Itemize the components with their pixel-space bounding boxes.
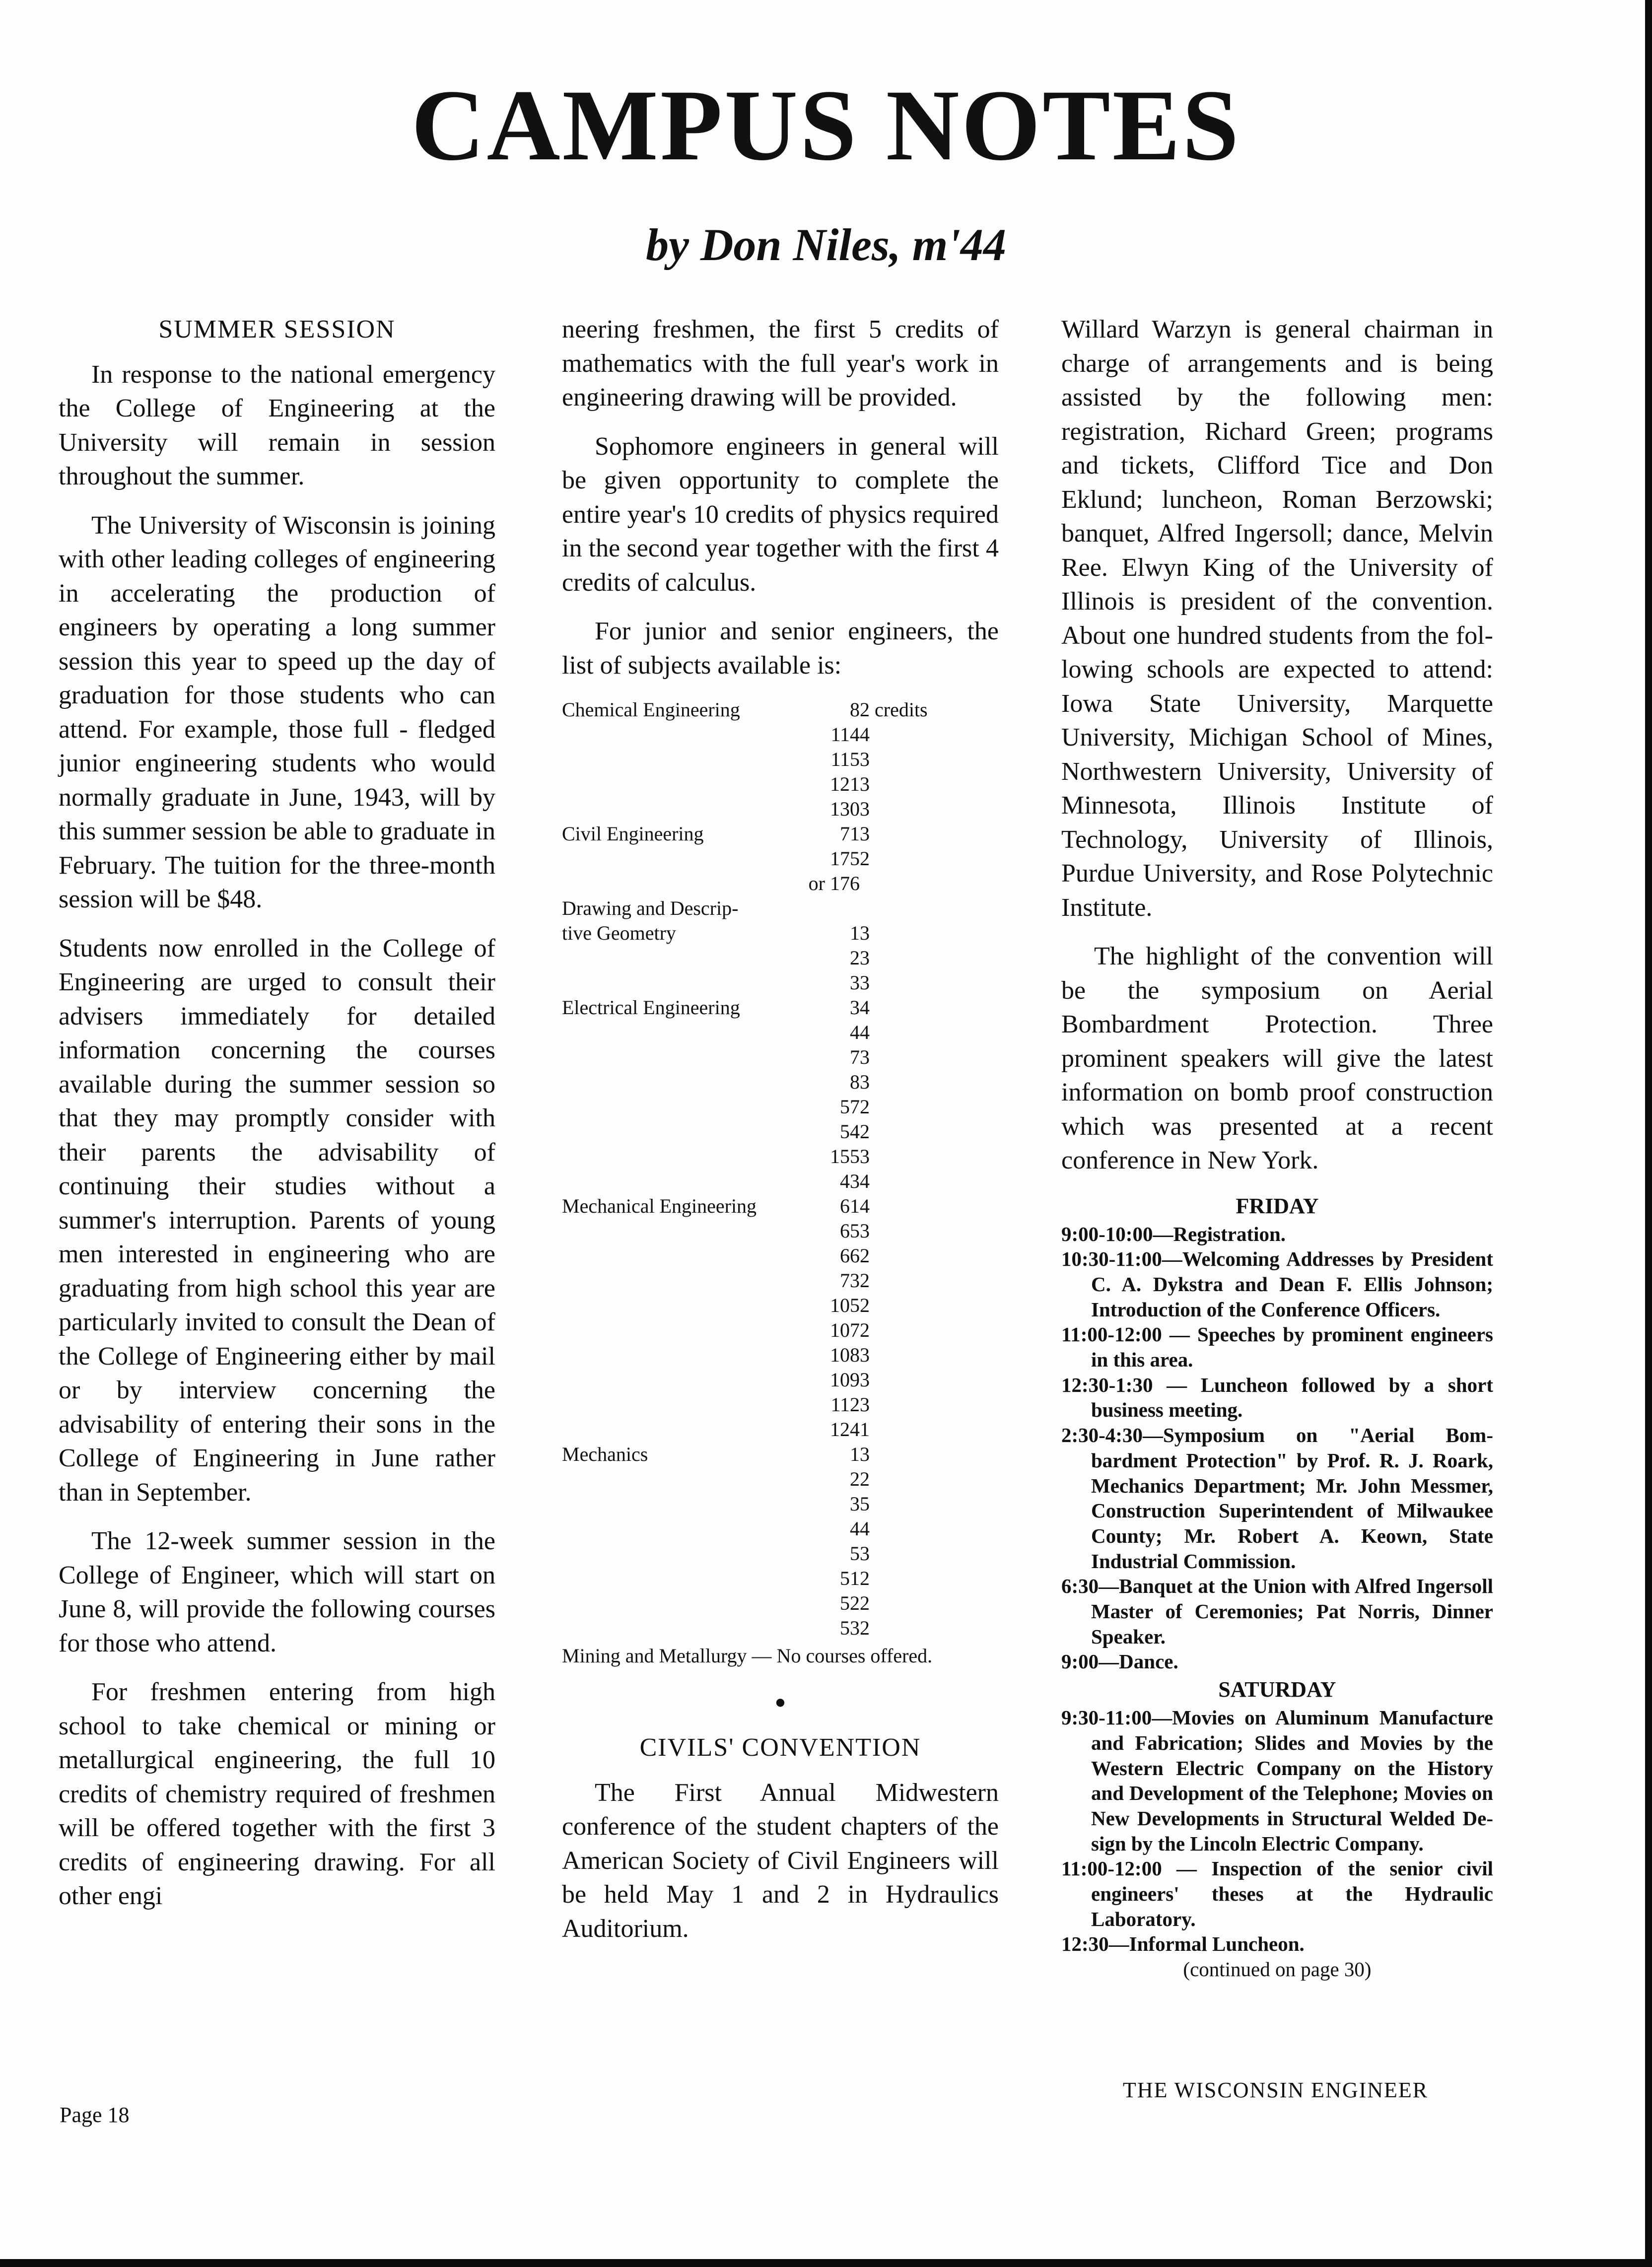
course-number: or 176 (808, 872, 860, 894)
course-department (562, 747, 805, 772)
course-row (562, 1492, 999, 1516)
course-credits: 3 (860, 947, 870, 969)
course-department (562, 1020, 805, 1045)
course-row (562, 1293, 999, 1318)
course-row (562, 1268, 999, 1293)
page-edge-right (1645, 0, 1652, 2267)
course-number: 5 (850, 1542, 860, 1565)
paragraph: The 12-week summer session in the College of Engineer, which will start on June 8, will provide the following courses for those who attend. (59, 1527, 495, 1657)
course-number: 53 (840, 1617, 860, 1639)
course-number: 107 (830, 1319, 860, 1341)
paragraph: Willard Warzyn is general chairman in charge of arrangements and is being assisted by the following men: registration, Richard Green; programs and tickets, Clifford Tice and Don Eklund; luncheon, Roman Berzowski; banquet, Alfred Ingersoll; dance, Melvin Ree. Elwyn King of the University of Illinois is president of the convention. About one hundred students from the following schools are expected to attend: Iowa State University, Marquette University, Michigan School of Mines, Northwestern University, University of Minnesota, Illinois Institute of Technology, University of Illinois, Purdue University, and Rose Polytechnic Institute. (1061, 315, 1493, 922)
course-number: 2 (850, 1468, 860, 1490)
course-department (562, 1243, 805, 1268)
course-department (562, 1119, 805, 1144)
course-department (562, 1070, 805, 1095)
course-credits: 3 (860, 1344, 870, 1366)
course-number: 51 (840, 1567, 860, 1589)
course-department (562, 1541, 805, 1566)
paragraph: neering freshmen, the first 5 credits of mathematics with the full year's work in engineering drawing will be provided. (562, 315, 999, 412)
course-row (562, 1516, 999, 1541)
course-credits: 3 (860, 748, 870, 770)
schedule-entry: 12:30—Informal Luncheon. (1061, 1932, 1305, 1956)
course-credits: 3 (860, 1369, 870, 1391)
course-row (562, 896, 999, 921)
course-department (562, 1095, 805, 1119)
course-credits: 4 (860, 1517, 870, 1540)
course-number: 4 (850, 1517, 860, 1540)
course-department (562, 1492, 805, 1516)
course-credits (860, 871, 999, 896)
course-department: Civil Engineering (562, 823, 704, 845)
course-row (562, 797, 999, 822)
course-number: 3 (850, 971, 860, 994)
section-bullet: ● (774, 1692, 786, 1713)
courses-table-body (562, 697, 999, 1641)
publication-name: THE WISCONSIN ENGINEER (1123, 2078, 1429, 2102)
course-row (562, 921, 999, 946)
course-row (562, 1020, 999, 1045)
course-credits: 2 credits (860, 698, 928, 721)
course-row (562, 1368, 999, 1392)
course-department (562, 846, 805, 871)
paragraph: Sophomore engineers in general will be given opportunity to complete the entire year's 10 credits of physics required in the second year together with the first 4 credits of calculus. (562, 432, 999, 597)
civils-convention-heading: CIVILS' CONVENTION (639, 1733, 921, 1762)
course-department (562, 722, 805, 747)
course-row (562, 1169, 999, 1194)
column-3 (1061, 313, 1493, 1982)
paragraph: The First Annual Midwestern conference of the student chapters of the American Society of Civil Engineers will be held May 1 and 2 in Hydraulics Auditorium. (562, 1778, 999, 1943)
course-department (562, 1045, 805, 1070)
page-title: CAMPUS NOTES (411, 69, 1241, 182)
course-department: Mechanics (562, 1443, 648, 1465)
course-number: 112 (830, 1393, 860, 1416)
course-number: 57 (840, 1096, 860, 1118)
course-department (562, 1417, 805, 1442)
course-row (562, 846, 999, 871)
course-department (562, 1219, 805, 1243)
course-credits: 3 (860, 1145, 870, 1168)
course-credits: 3 (860, 773, 870, 795)
course-credits: 2 (860, 1294, 870, 1316)
saturday-schedule (1061, 1705, 1493, 1957)
course-credits: 3 (860, 971, 870, 994)
course-number (805, 896, 860, 921)
course-row (562, 1417, 999, 1442)
course-credits: 2 (860, 1468, 870, 1490)
course-credits: 3 (860, 1443, 870, 1465)
paragraph: The highlight of the convention will be the symposium on Aerial Bombardment Protection. Three prominent speakers will give the latest information on bomb proof construction which was presented at a recent conference in New York. (1061, 942, 1493, 1174)
course-number: 115 (830, 748, 860, 770)
course-row (562, 1343, 999, 1368)
course-row (562, 1045, 999, 1070)
course-row (562, 1318, 999, 1343)
course-credits: 2 (860, 1096, 870, 1118)
course-department (562, 1591, 805, 1616)
course-number: 3 (850, 1493, 860, 1515)
course-number: 52 (840, 1592, 860, 1614)
course-department (562, 1616, 805, 1641)
saturday-heading: SATURDAY (1218, 1677, 1336, 1702)
course-number: 1 (850, 1443, 860, 1465)
course-number: 175 (830, 847, 860, 870)
course-department: Chemical Engineering (562, 698, 740, 721)
course-row (562, 1144, 999, 1169)
schedule-entry: 9:30-11:00—Movies on Aluminum Manufacture and Fabrication; Slides and Movies by the Western Electric Company on the History and Development of the Telephone; Movies on New Developments in Structural Welded Design by the Lincoln Electric Company. (1061, 1706, 1493, 1855)
course-department (562, 1368, 805, 1392)
course-credits: 2 (860, 1567, 870, 1589)
course-credits: 3 (860, 1393, 870, 1416)
schedule-entry: 2:30-4:30—Symposium on "Aerial Bombardment Protection" by Prof. R. J. Roark, Mechanics Department; Mr. John Messmer, Construction Superintendent of Milwaukee County; Mr. Robert A. Keown, State Industrial Commission. (1061, 1424, 1493, 1573)
course-department (562, 1516, 805, 1541)
course-row (562, 1566, 999, 1591)
course-department (562, 1343, 805, 1368)
course-row (562, 1392, 999, 1417)
course-department (562, 1318, 805, 1343)
continued-note: (continued on page 30) (1183, 1958, 1372, 1981)
course-credits: 3 (860, 1046, 870, 1068)
course-row (562, 1194, 999, 1219)
course-number: 1 (850, 922, 860, 944)
course-row (562, 1442, 999, 1467)
course-department (562, 1566, 805, 1591)
course-row (562, 722, 999, 747)
byline: by Don Niles, m'44 (646, 219, 1006, 270)
course-number: 130 (830, 798, 860, 820)
course-row (562, 1219, 999, 1243)
page-number: Page 18 (60, 2103, 130, 2127)
course-row (562, 697, 999, 722)
course-credits: 4 (860, 1195, 870, 1217)
course-credits: 3 (860, 823, 870, 845)
paragraph: In response to the national emergency the College of Engineering at the University will remain in session throughout the summer. (59, 360, 495, 490)
course-credits: 3 (860, 798, 870, 820)
course-department (562, 1144, 805, 1169)
course-row (562, 1467, 999, 1492)
course-row (562, 946, 999, 970)
course-row (562, 1119, 999, 1144)
course-credits: 1 (860, 1418, 870, 1441)
paragraph: For junior and senior engineers, the list of subjects available is: (562, 617, 999, 680)
course-number: 43 (840, 1170, 860, 1192)
course-number: 108 (830, 1344, 860, 1366)
schedule-entry: 9:00—Dance. (1061, 1650, 1178, 1673)
friday-heading: FRIDAY (1236, 1193, 1319, 1218)
course-number: 2 (850, 947, 860, 969)
course-row (562, 1070, 999, 1095)
course-number: 8 (850, 698, 860, 721)
course-credits: 2 (860, 1319, 870, 1341)
course-number: 66 (840, 1244, 860, 1267)
course-credits: 2 (860, 1120, 870, 1143)
course-department (562, 1293, 805, 1318)
friday-schedule (1061, 1222, 1493, 1675)
course-number: 3 (850, 996, 860, 1019)
course-number: 114 (830, 723, 860, 746)
course-row (562, 1541, 999, 1566)
course-number: 7 (850, 1046, 860, 1068)
course-number: 61 (840, 1195, 860, 1217)
course-number: 155 (830, 1145, 860, 1168)
course-department (562, 797, 805, 822)
column-2 (562, 313, 999, 1961)
course-credits: 3 (860, 922, 870, 944)
course-department: Mechanical Engineering (562, 1195, 757, 1217)
paragraph: For freshmen entering from high school to take chemical or mining or metallurgical engineering, the full 10 credits of chemistry required of freshmen will be offered together with the first 3 credits of engineering drawing. For all other engi (59, 1678, 495, 1910)
course-credits: 3 (860, 1071, 870, 1093)
course-row (562, 970, 999, 995)
paragraph: The University of Wisconsin is joining with other leading colleges of engineering in accelerating the production of engineers by operating a long summer session this year to speed up the day of graduation for those students who can attend. For example, those full - fledged junior engineering students who would normally graduate in June, 1943, will by this summer session be able to graduate in February. The tuition for the three-month session will be $48. (59, 511, 495, 913)
course-row (562, 1095, 999, 1119)
course-number: 124 (830, 1418, 860, 1441)
course-credits: 4 (860, 1170, 870, 1192)
course-number: 65 (840, 1220, 860, 1242)
course-department: Electrical Engineering (562, 996, 740, 1019)
course-row (562, 747, 999, 772)
course-number: 71 (840, 823, 860, 845)
course-credits: 2 (860, 1269, 870, 1292)
schedule-entry: 11:00-12:00 — Speeches by prominent engineers in this area. (1061, 1323, 1493, 1372)
course-row (562, 772, 999, 797)
course-number: 105 (830, 1294, 860, 1316)
page-edge-bottom (0, 2259, 1652, 2267)
course-department (562, 1392, 805, 1417)
course-credits: 2 (860, 847, 870, 870)
course-number: 109 (830, 1369, 860, 1391)
course-row (562, 995, 999, 1020)
schedule-entry: 6:30—Banquet at the Union with Alfred Ingersoll Master of Ceremonies; Pat Norris, Dinner Speaker. (1061, 1575, 1493, 1648)
course-number: 121 (830, 773, 860, 795)
mining-note: Mining and Metallurgy — No courses offered. (562, 1645, 933, 1667)
course-row (562, 1243, 999, 1268)
paragraph: Students now enrolled in the College of Engineering are urged to consult their advisers immediately for detailed information concerning the courses available during the summer session so that they may promptly consider with their parents the advisability of continuing their studies without a summer's interruption. Parents of young men interested in engineering who are graduating from high school this year are particularly invited to consult the Dean of the College of Engineering either by mail or by interview concerning the advisability of entering their sons in the College of Engineering in June rather than in September. (59, 934, 495, 1507)
course-row (562, 871, 999, 896)
course-credits: 4 (860, 1021, 870, 1043)
course-credits (860, 896, 999, 921)
course-credits: 2 (860, 1244, 870, 1267)
schedule-entry: 11:00-12:00 — Inspection of the senior civil engineers' theses at the Hydraulic Laboratory. (1061, 1857, 1493, 1930)
course-department: Drawing and Descrip- (562, 897, 739, 919)
course-credits: 3 (860, 1220, 870, 1242)
course-credits: 5 (860, 1493, 870, 1515)
course-number: 54 (840, 1120, 860, 1143)
course-department (562, 871, 805, 896)
course-department (562, 772, 805, 797)
course-row (562, 1591, 999, 1616)
schedule-entry: 9:00-10:00—Registration. (1061, 1222, 1286, 1245)
course-department (562, 1467, 805, 1492)
course-credits: 4 (860, 996, 870, 1019)
course-credits: 3 (860, 1542, 870, 1565)
course-department (562, 946, 805, 970)
course-number: 73 (840, 1269, 860, 1292)
course-row (562, 1616, 999, 1641)
courses-table (562, 697, 999, 1641)
course-department: tive Geometry (562, 922, 676, 944)
course-credits: 2 (860, 1592, 870, 1614)
summer-session-heading: SUMMER SESSION (158, 315, 396, 343)
course-number: 8 (850, 1071, 860, 1093)
course-department (562, 1268, 805, 1293)
course-department (562, 1169, 805, 1194)
course-row (562, 822, 999, 846)
schedule-entry: 12:30-1:30 — Luncheon followed by a short business meeting. (1061, 1373, 1493, 1422)
schedule-entry: 10:30-11:00—Welcoming Addresses by President C. A. Dykstra and Dean F. Ellis Johnson; Introduction of the Conference Officers. (1061, 1247, 1493, 1321)
course-number: 4 (850, 1021, 860, 1043)
course-department (562, 970, 805, 995)
course-credits: 2 (860, 1617, 870, 1639)
course-credits: 4 (860, 723, 870, 746)
column-1 (59, 313, 495, 1928)
